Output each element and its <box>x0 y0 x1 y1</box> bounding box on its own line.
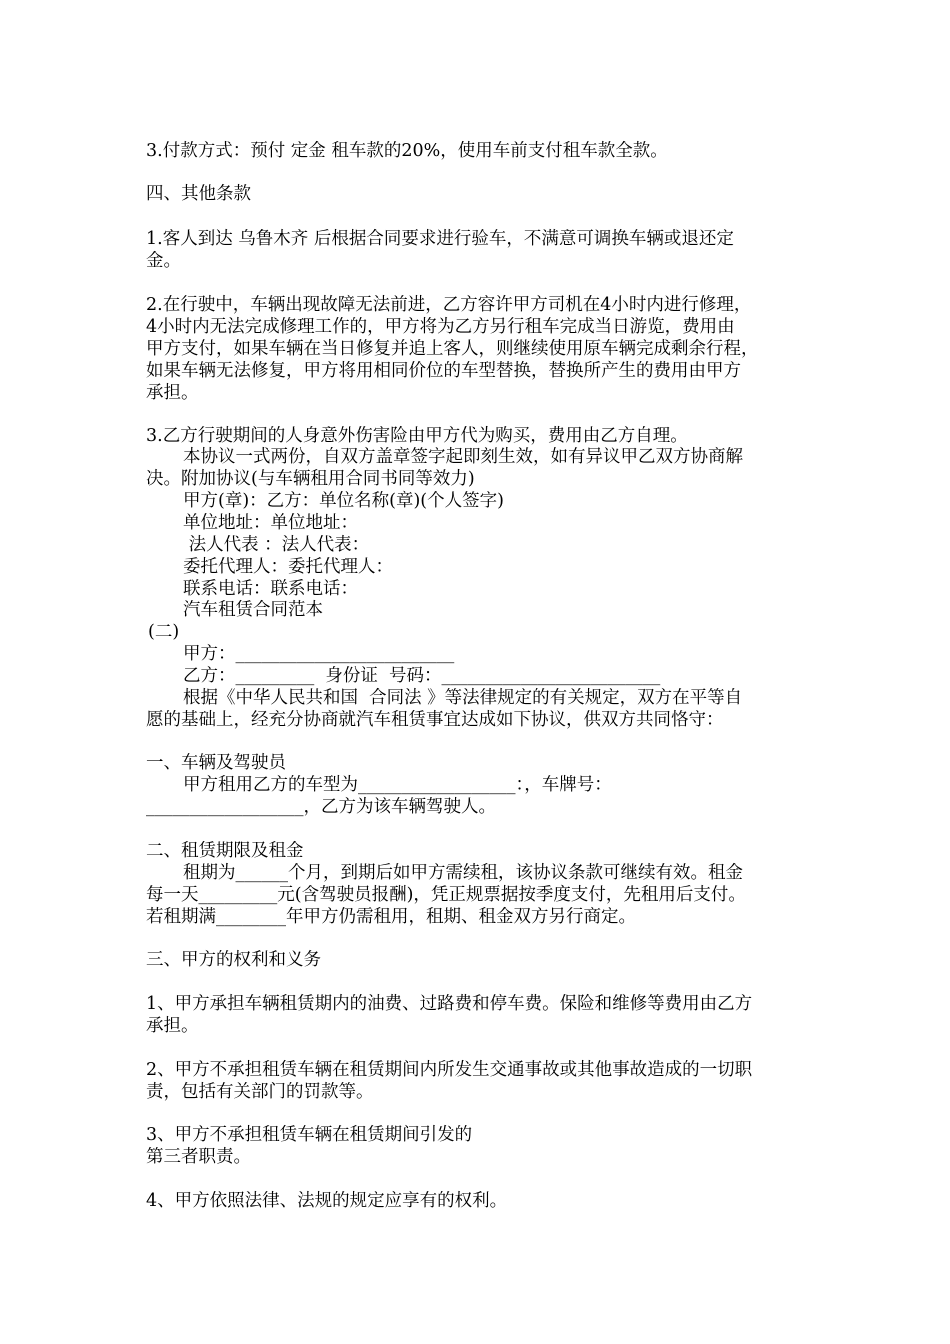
text-line: 如果车辆无法修复，甲方将用相同价位的车型替换，替换所产生的费用由甲方 <box>146 361 741 381</box>
text-line: 愿的基础上，经充分协商就汽车租赁事宜达成如下协议，供双方共同恪守： <box>146 710 724 730</box>
text-line: 甲方支付，如果车辆在当日修复并追上客人，则继续使用原车辆完成剩余行程， <box>146 339 759 359</box>
text-line: 决。附加协议(与车辆租用合同书同等效力) <box>146 469 475 489</box>
party-a-line: 甲方：_________________________ <box>183 644 455 664</box>
signature-line: 单位地址：单位地址： <box>183 513 358 533</box>
section-heading: 一、车辆及驾驶员 <box>146 753 286 773</box>
text-line: 本协议一式两份，自双方盖章签字起即刻生效，如有异议甲乙双方协商解 <box>183 447 743 467</box>
text-line: 3.乙方行驶期间的人身意外伤害险由甲方代为购买，费用由乙方自理。 <box>146 426 688 446</box>
signature-line: 联系电话：联系电话： <box>183 579 358 599</box>
section-heading: 二、租赁期限及租金 <box>146 841 304 861</box>
party-b-line: 乙方：_________ 身份证 号码：_________________________ <box>183 666 661 686</box>
text-line: 金。 <box>146 251 181 271</box>
text-line: 1.客人到达 乌鲁木齐 后根据合同要求进行验车，不满意可调换车辆或退还定 <box>146 229 734 249</box>
text-line: 第三者职责。 <box>146 1147 251 1167</box>
text-line: 每一天_________元(含驾驶员报酬)，凭正规票据按季度支付，先租用后支付。 <box>146 885 746 905</box>
text-line: 1、甲方承担车辆租赁期内的油费、过路费和停车费。保险和维修等费用由乙方 <box>146 994 753 1014</box>
text-line: 根据《中华人民共和国 合同法 》等法律规定的有关规定，双方在平等自 <box>183 688 743 708</box>
text-line: 3.付款方式：预付 定金 租车款的20%，使用车前支付租车款全款。 <box>146 141 668 161</box>
signature-line: 委托代理人：委托代理人： <box>183 557 393 577</box>
text-line: 3、甲方不承担租赁车辆在租赁期间引发的 <box>146 1125 473 1145</box>
text-line: 若租期满________年甲方仍需租用，租期、租金双方另行商定。 <box>146 907 636 927</box>
text-line: 4小时内无法完成修理工作的，甲方将为乙方另行租车完成当日游览，费用由 <box>146 317 735 337</box>
text-line: 承担。 <box>146 383 199 403</box>
text-line: 租期为______个月，到期后如甲方需续租，该协议条款可继续有效。租金 <box>183 863 743 883</box>
signature-line: 甲方(章)：乙方：单位名称(章)(个人签字) <box>183 491 504 511</box>
text-line: 责，包括有关部门的罚款等。 <box>146 1082 374 1102</box>
text-line: 2.在行驶中，车辆出现故障无法前进，乙方容许甲方司机在4小时内进行修理， <box>146 295 752 315</box>
section-heading: 三、甲方的权利和义务 <box>146 950 321 970</box>
document-title: 汽车租赁合同范本 <box>183 600 323 620</box>
text-line: 甲方租用乙方的车型为__________________：，车牌号： <box>183 775 612 795</box>
text-line: 2、甲方不承担租赁车辆在租赁期间内所发生交通事故或其他事故造成的一切职 <box>146 1060 753 1080</box>
signature-line: 法人代表 ：法人代表： <box>183 535 370 555</box>
part-number: (二) <box>148 622 180 642</box>
text-line: 承担。 <box>146 1016 199 1036</box>
text-line: 4、甲方依照法律、法规的规定应享有的权利。 <box>146 1191 508 1211</box>
text-line: __________________，乙方为该车辆驾驶人。 <box>146 797 496 817</box>
section-heading: 四、其他条款 <box>146 184 251 204</box>
